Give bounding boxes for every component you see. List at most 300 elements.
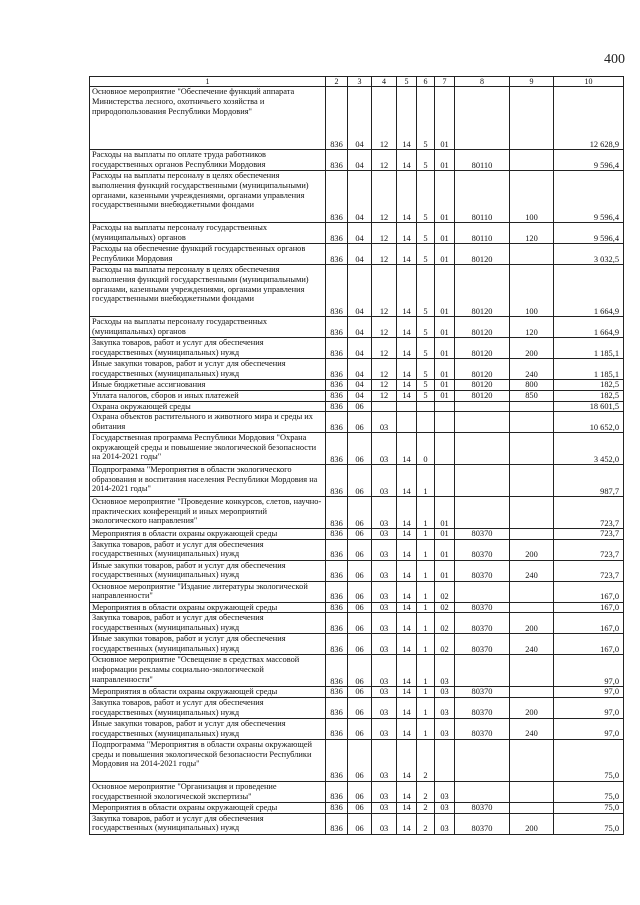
table-row — [90, 87, 624, 150]
row-name: Мероприятия в области охраны окружающей среды — [90, 687, 326, 698]
row-code-c9: 200 — [510, 813, 554, 834]
row-name: Охрана объектов растительного и животного мира и среды их обитания — [90, 412, 326, 433]
row-amount: 182,5 — [554, 380, 624, 391]
column-header: 5 — [397, 77, 417, 87]
row-name: Закупка товаров, работ и услуг для обеспечения государственных (муниципальных) нужд — [90, 613, 326, 634]
row-code-c7: 02 — [435, 602, 455, 613]
row-code-c5: 14 — [397, 87, 417, 150]
row-code-c7: 01 — [435, 359, 455, 380]
row-code-c2: 836 — [326, 171, 348, 223]
table-row — [90, 740, 624, 782]
table-row — [90, 497, 624, 529]
row-code-c7 — [435, 740, 455, 782]
row-code-c5: 14 — [397, 171, 417, 223]
column-header: 6 — [417, 77, 435, 87]
row-code-c4: 12 — [372, 223, 397, 244]
row-code-c4: 03 — [372, 497, 397, 529]
row-code-c3: 04 — [348, 380, 372, 391]
row-name: Расходы на обеспечение функций государственных органов Республики Мордовия — [90, 244, 326, 265]
row-amount: 1 185,1 — [554, 359, 624, 380]
row-amount: 1 185,1 — [554, 338, 624, 359]
row-amount: 723,7 — [554, 497, 624, 529]
row-name: Закупка товаров, работ и услуг для обеспечения государственных (муниципальных) нужд — [90, 539, 326, 560]
row-code-c7 — [435, 465, 455, 497]
table-row — [90, 687, 624, 698]
row-code-c8: 80370 — [455, 698, 510, 719]
row-code-c5: 14 — [397, 265, 417, 317]
row-code-c4: 12 — [372, 338, 397, 359]
row-code-c8: 80370 — [455, 602, 510, 613]
row-code-c9: 200 — [510, 698, 554, 719]
row-code-c2: 836 — [326, 223, 348, 244]
row-code-c7: 01 — [435, 150, 455, 171]
row-code-c3: 06 — [348, 803, 372, 814]
row-code-c2: 836 — [326, 687, 348, 698]
row-code-c5: 14 — [397, 497, 417, 529]
row-code-c8: 80120 — [455, 244, 510, 265]
row-code-c4: 12 — [372, 87, 397, 150]
row-code-c8 — [455, 87, 510, 150]
row-code-c8: 80120 — [455, 265, 510, 317]
row-code-c2: 836 — [326, 581, 348, 602]
row-code-c7: 01 — [435, 497, 455, 529]
row-code-c7: 01 — [435, 223, 455, 244]
row-code-c8: 80110 — [455, 150, 510, 171]
row-code-c8 — [455, 740, 510, 782]
row-code-c3: 04 — [348, 338, 372, 359]
row-amount: 9 596,4 — [554, 223, 624, 244]
row-code-c5: 14 — [397, 380, 417, 391]
row-code-c5: 14 — [397, 803, 417, 814]
table-body — [90, 87, 624, 835]
row-code-c3: 06 — [348, 497, 372, 529]
row-code-c6: 1 — [417, 465, 435, 497]
row-code-c6: 5 — [417, 244, 435, 265]
row-code-c6: 1 — [417, 497, 435, 529]
row-code-c3: 04 — [348, 223, 372, 244]
row-code-c6: 2 — [417, 782, 435, 803]
row-code-c2: 836 — [326, 244, 348, 265]
row-amount: 167,0 — [554, 602, 624, 613]
row-name: Подпрограмма "Мероприятия в области охраны окружающей среды и повышения экологической безопасности Республики Мордовия на 2014-2021 годы" — [90, 740, 326, 782]
table-row — [90, 150, 624, 171]
row-code-c6: 0 — [417, 433, 435, 465]
row-code-c6: 5 — [417, 390, 435, 401]
row-code-c8 — [455, 497, 510, 529]
row-amount: 75,0 — [554, 740, 624, 782]
row-code-c4: 03 — [372, 529, 397, 540]
row-code-c4: 03 — [372, 719, 397, 740]
row-name: Основное мероприятие "Организация и проведение государственной экологической экспертизы" — [90, 782, 326, 803]
row-code-c4: 03 — [372, 581, 397, 602]
row-code-c9 — [510, 87, 554, 150]
row-code-c2: 836 — [326, 719, 348, 740]
row-code-c4: 03 — [372, 813, 397, 834]
row-name: Основное мероприятие "Обеспечение функций аппарата Министерства лесного, охотничьего хозяйства и природопользования Республики Мордовия" — [90, 87, 326, 150]
row-code-c7 — [435, 433, 455, 465]
row-name: Закупка товаров, работ и услуг для обеспечения государственных (муниципальных) нужд — [90, 698, 326, 719]
row-code-c2: 836 — [326, 412, 348, 433]
row-code-c5: 14 — [397, 359, 417, 380]
row-code-c6: 5 — [417, 317, 435, 338]
row-amount: 10 652,0 — [554, 412, 624, 433]
row-code-c6: 1 — [417, 529, 435, 540]
table-row — [90, 613, 624, 634]
row-name: Закупка товаров, работ и услуг для обеспечения государственных (муниципальных) нужд — [90, 813, 326, 834]
row-code-c3: 06 — [348, 782, 372, 803]
row-code-c7: 03 — [435, 687, 455, 698]
row-code-c3: 04 — [348, 244, 372, 265]
row-code-c8: 80370 — [455, 613, 510, 634]
row-code-c4: 12 — [372, 244, 397, 265]
table-row — [90, 655, 624, 687]
row-code-c3: 06 — [348, 560, 372, 581]
row-code-c5: 14 — [397, 740, 417, 782]
row-code-c9: 100 — [510, 171, 554, 223]
row-amount: 3 452,0 — [554, 433, 624, 465]
row-code-c9: 240 — [510, 560, 554, 581]
row-code-c5: 14 — [397, 338, 417, 359]
row-code-c2: 836 — [326, 529, 348, 540]
row-code-c3: 04 — [348, 317, 372, 338]
row-code-c5 — [397, 401, 417, 412]
row-code-c7: 01 — [435, 560, 455, 581]
row-code-c4: 03 — [372, 803, 397, 814]
row-amount: 97,0 — [554, 687, 624, 698]
row-name: Подпрограмма "Мероприятия в области экологического образования и воспитания населения Республики Мордовия на 2014-2021 годы" — [90, 465, 326, 497]
row-amount: 97,0 — [554, 719, 624, 740]
row-amount: 97,0 — [554, 698, 624, 719]
row-code-c9: 100 — [510, 265, 554, 317]
row-amount: 167,0 — [554, 634, 624, 655]
row-code-c5: 14 — [397, 687, 417, 698]
table-row — [90, 433, 624, 465]
row-code-c9 — [510, 529, 554, 540]
row-code-c2: 836 — [326, 560, 348, 581]
row-code-c7 — [435, 412, 455, 433]
table-row — [90, 380, 624, 391]
row-code-c9: 200 — [510, 338, 554, 359]
row-code-c8 — [455, 433, 510, 465]
row-code-c2: 836 — [326, 380, 348, 391]
row-code-c2: 836 — [326, 782, 348, 803]
row-code-c6: 1 — [417, 602, 435, 613]
row-name: Расходы на выплаты персоналу государственных (муниципальных) органов — [90, 223, 326, 244]
row-code-c7: 01 — [435, 244, 455, 265]
row-code-c8 — [455, 465, 510, 497]
column-header: 7 — [435, 77, 455, 87]
row-code-c2: 836 — [326, 602, 348, 613]
row-code-c6: 5 — [417, 380, 435, 391]
row-code-c2: 836 — [326, 497, 348, 529]
row-code-c5: 14 — [397, 698, 417, 719]
row-code-c8: 80370 — [455, 719, 510, 740]
table-row — [90, 412, 624, 433]
row-code-c8: 80370 — [455, 560, 510, 581]
row-code-c6: 1 — [417, 655, 435, 687]
row-name: Мероприятия в области охраны окружающей среды — [90, 602, 326, 613]
column-header: 9 — [510, 77, 554, 87]
row-amount: 723,7 — [554, 539, 624, 560]
row-code-c9 — [510, 244, 554, 265]
row-code-c7: 01 — [435, 265, 455, 317]
row-code-c8: 80120 — [455, 317, 510, 338]
row-code-c5: 14 — [397, 560, 417, 581]
table-row — [90, 803, 624, 814]
row-code-c6: 1 — [417, 687, 435, 698]
row-name: Расходы на выплаты персоналу государственных (муниципальных) органов — [90, 317, 326, 338]
row-code-c3: 06 — [348, 813, 372, 834]
row-amount: 167,0 — [554, 613, 624, 634]
row-code-c6: 1 — [417, 698, 435, 719]
row-code-c4: 03 — [372, 613, 397, 634]
row-code-c6: 5 — [417, 223, 435, 244]
row-code-c9 — [510, 412, 554, 433]
row-code-c3: 06 — [348, 529, 372, 540]
row-name: Иные закупки товаров, работ и услуг для обеспечения государственных (муниципальных) нужд — [90, 359, 326, 380]
table-row — [90, 581, 624, 602]
row-code-c3: 06 — [348, 433, 372, 465]
row-name: Государственная программа Республики Мордовия "Охрана окружающей среды и повышение экологической безопасности на 2014-2021 годы" — [90, 433, 326, 465]
row-code-c6: 2 — [417, 803, 435, 814]
row-name: Иные закупки товаров, работ и услуг для обеспечения государственных (муниципальных) нужд — [90, 719, 326, 740]
row-name: Закупка товаров, работ и услуг для обеспечения государственных (муниципальных) нужд — [90, 338, 326, 359]
row-code-c6: 1 — [417, 613, 435, 634]
table-row — [90, 390, 624, 401]
row-code-c2: 836 — [326, 465, 348, 497]
column-header: 3 — [348, 77, 372, 87]
row-code-c4: 03 — [372, 539, 397, 560]
row-code-c8 — [455, 401, 510, 412]
row-code-c7: 02 — [435, 581, 455, 602]
table-row — [90, 359, 624, 380]
row-code-c2: 836 — [326, 613, 348, 634]
row-code-c9: 240 — [510, 634, 554, 655]
row-code-c5: 14 — [397, 244, 417, 265]
row-code-c3: 04 — [348, 87, 372, 150]
column-header: 1 — [90, 77, 326, 87]
row-code-c8 — [455, 655, 510, 687]
row-code-c9 — [510, 803, 554, 814]
row-code-c3: 06 — [348, 634, 372, 655]
table-row — [90, 465, 624, 497]
row-code-c7: 03 — [435, 813, 455, 834]
row-code-c5: 14 — [397, 719, 417, 740]
row-code-c9: 120 — [510, 223, 554, 244]
row-name: Основное мероприятие "Проведение конкурсов, слетов, научно-практических конференций и иных мероприятий экологического направления" — [90, 497, 326, 529]
row-amount: 18 601,5 — [554, 401, 624, 412]
row-code-c4: 03 — [372, 412, 397, 433]
row-code-c8: 80370 — [455, 529, 510, 540]
row-amount: 167,0 — [554, 581, 624, 602]
row-code-c8 — [455, 581, 510, 602]
row-code-c9: 240 — [510, 719, 554, 740]
row-code-c4: 12 — [372, 150, 397, 171]
row-code-c6: 1 — [417, 634, 435, 655]
row-amount: 97,0 — [554, 655, 624, 687]
row-code-c8: 80110 — [455, 223, 510, 244]
row-code-c4: 03 — [372, 602, 397, 613]
row-code-c5: 14 — [397, 813, 417, 834]
row-code-c4: 12 — [372, 265, 397, 317]
row-code-c4: 03 — [372, 782, 397, 803]
column-header: 10 — [554, 77, 624, 87]
table-row — [90, 539, 624, 560]
row-amount: 182,5 — [554, 390, 624, 401]
table-row — [90, 698, 624, 719]
row-code-c8: 80370 — [455, 813, 510, 834]
row-code-c7: 01 — [435, 338, 455, 359]
row-code-c6 — [417, 412, 435, 433]
row-amount: 1 664,9 — [554, 265, 624, 317]
row-code-c5: 14 — [397, 465, 417, 497]
row-code-c6: 5 — [417, 150, 435, 171]
row-code-c2: 836 — [326, 698, 348, 719]
row-code-c3: 04 — [348, 265, 372, 317]
column-header: 2 — [326, 77, 348, 87]
column-header: 4 — [372, 77, 397, 87]
row-name: Уплата налогов, сборов и иных платежей — [90, 390, 326, 401]
column-header: 8 — [455, 77, 510, 87]
row-code-c9 — [510, 602, 554, 613]
table-row — [90, 265, 624, 317]
row-name: Иные закупки товаров, работ и услуг для обеспечения государственных (муниципальных) нужд — [90, 560, 326, 581]
row-code-c4: 03 — [372, 687, 397, 698]
row-code-c2: 836 — [326, 813, 348, 834]
row-code-c9 — [510, 740, 554, 782]
row-amount: 12 628,9 — [554, 87, 624, 150]
table-row — [90, 813, 624, 834]
row-code-c3: 06 — [348, 719, 372, 740]
row-code-c3: 06 — [348, 539, 372, 560]
row-code-c9: 850 — [510, 390, 554, 401]
row-code-c2: 836 — [326, 401, 348, 412]
row-amount: 75,0 — [554, 782, 624, 803]
row-code-c3: 06 — [348, 401, 372, 412]
row-amount: 723,7 — [554, 529, 624, 540]
row-code-c5: 14 — [397, 390, 417, 401]
row-code-c4: 12 — [372, 359, 397, 380]
row-code-c4: 12 — [372, 171, 397, 223]
row-code-c7: 01 — [435, 317, 455, 338]
row-code-c3: 06 — [348, 655, 372, 687]
row-code-c7: 03 — [435, 655, 455, 687]
row-code-c8: 80120 — [455, 359, 510, 380]
row-code-c2: 836 — [326, 150, 348, 171]
row-code-c4: 03 — [372, 740, 397, 782]
row-code-c3: 04 — [348, 150, 372, 171]
row-amount: 75,0 — [554, 813, 624, 834]
row-code-c7: 01 — [435, 87, 455, 150]
row-code-c5: 14 — [397, 433, 417, 465]
row-code-c6: 2 — [417, 813, 435, 834]
row-code-c4: 03 — [372, 698, 397, 719]
row-code-c3: 06 — [348, 602, 372, 613]
row-code-c6: 5 — [417, 359, 435, 380]
row-code-c2: 836 — [326, 390, 348, 401]
row-code-c8: 80370 — [455, 687, 510, 698]
row-code-c6: 5 — [417, 87, 435, 150]
row-code-c2: 836 — [326, 338, 348, 359]
row-amount: 3 032,5 — [554, 244, 624, 265]
row-code-c3: 06 — [348, 581, 372, 602]
row-code-c3: 04 — [348, 390, 372, 401]
row-code-c7 — [435, 401, 455, 412]
row-code-c7: 03 — [435, 698, 455, 719]
table-row — [90, 171, 624, 223]
row-amount: 9 596,4 — [554, 150, 624, 171]
row-name: Охрана окружающей среды — [90, 401, 326, 412]
table-row — [90, 223, 624, 244]
row-code-c3: 06 — [348, 740, 372, 782]
row-code-c7: 01 — [435, 539, 455, 560]
row-code-c4: 12 — [372, 390, 397, 401]
row-code-c7: 03 — [435, 719, 455, 740]
row-code-c9: 120 — [510, 317, 554, 338]
row-code-c7: 01 — [435, 529, 455, 540]
row-code-c6: 5 — [417, 338, 435, 359]
row-code-c8: 80120 — [455, 380, 510, 391]
row-code-c6: 5 — [417, 265, 435, 317]
row-name: Мероприятия в области охраны окружающей среды — [90, 529, 326, 540]
row-code-c9: 200 — [510, 539, 554, 560]
row-code-c8: 80120 — [455, 338, 510, 359]
row-code-c7: 01 — [435, 171, 455, 223]
page-number: 400 — [604, 52, 625, 67]
row-name: Расходы на выплаты персоналу в целях обеспечения выполнения функций государственными (муниципальными) органами, казенными учреждениями, органами управления государственными внебюджетными фондами — [90, 265, 326, 317]
table-row — [90, 560, 624, 581]
row-code-c6 — [417, 401, 435, 412]
row-code-c7: 02 — [435, 613, 455, 634]
table-row — [90, 401, 624, 412]
row-name: Расходы на выплаты по оплате труда работников государственных органов Республики Мордовия — [90, 150, 326, 171]
row-code-c8: 80120 — [455, 390, 510, 401]
row-code-c2: 836 — [326, 740, 348, 782]
row-code-c6: 2 — [417, 740, 435, 782]
row-code-c3: 06 — [348, 613, 372, 634]
row-name: Основное мероприятие "Освещение в средствах массовой информации рекламы социально-экологической направленности" — [90, 655, 326, 687]
table-row — [90, 338, 624, 359]
row-amount: 1 664,9 — [554, 317, 624, 338]
row-code-c5: 14 — [397, 317, 417, 338]
row-code-c7: 03 — [435, 803, 455, 814]
row-code-c9: 800 — [510, 380, 554, 391]
row-code-c4: 03 — [372, 465, 397, 497]
row-code-c9 — [510, 782, 554, 803]
row-code-c9 — [510, 497, 554, 529]
row-amount: 987,7 — [554, 465, 624, 497]
row-amount: 75,0 — [554, 803, 624, 814]
row-code-c5 — [397, 412, 417, 433]
row-code-c9 — [510, 581, 554, 602]
row-code-c4: 12 — [372, 317, 397, 338]
row-code-c8 — [455, 412, 510, 433]
row-code-c4: 12 — [372, 380, 397, 391]
row-code-c9: 200 — [510, 613, 554, 634]
row-code-c8: 80110 — [455, 171, 510, 223]
row-code-c7: 02 — [435, 634, 455, 655]
row-code-c6: 5 — [417, 171, 435, 223]
row-code-c7: 01 — [435, 390, 455, 401]
table-row — [90, 782, 624, 803]
row-code-c5: 14 — [397, 529, 417, 540]
row-code-c4: 03 — [372, 560, 397, 581]
row-code-c4: 03 — [372, 433, 397, 465]
row-code-c5: 14 — [397, 581, 417, 602]
row-code-c2: 836 — [326, 539, 348, 560]
row-name: Мероприятия в области охраны окружающей среды — [90, 803, 326, 814]
header-row — [90, 77, 624, 87]
